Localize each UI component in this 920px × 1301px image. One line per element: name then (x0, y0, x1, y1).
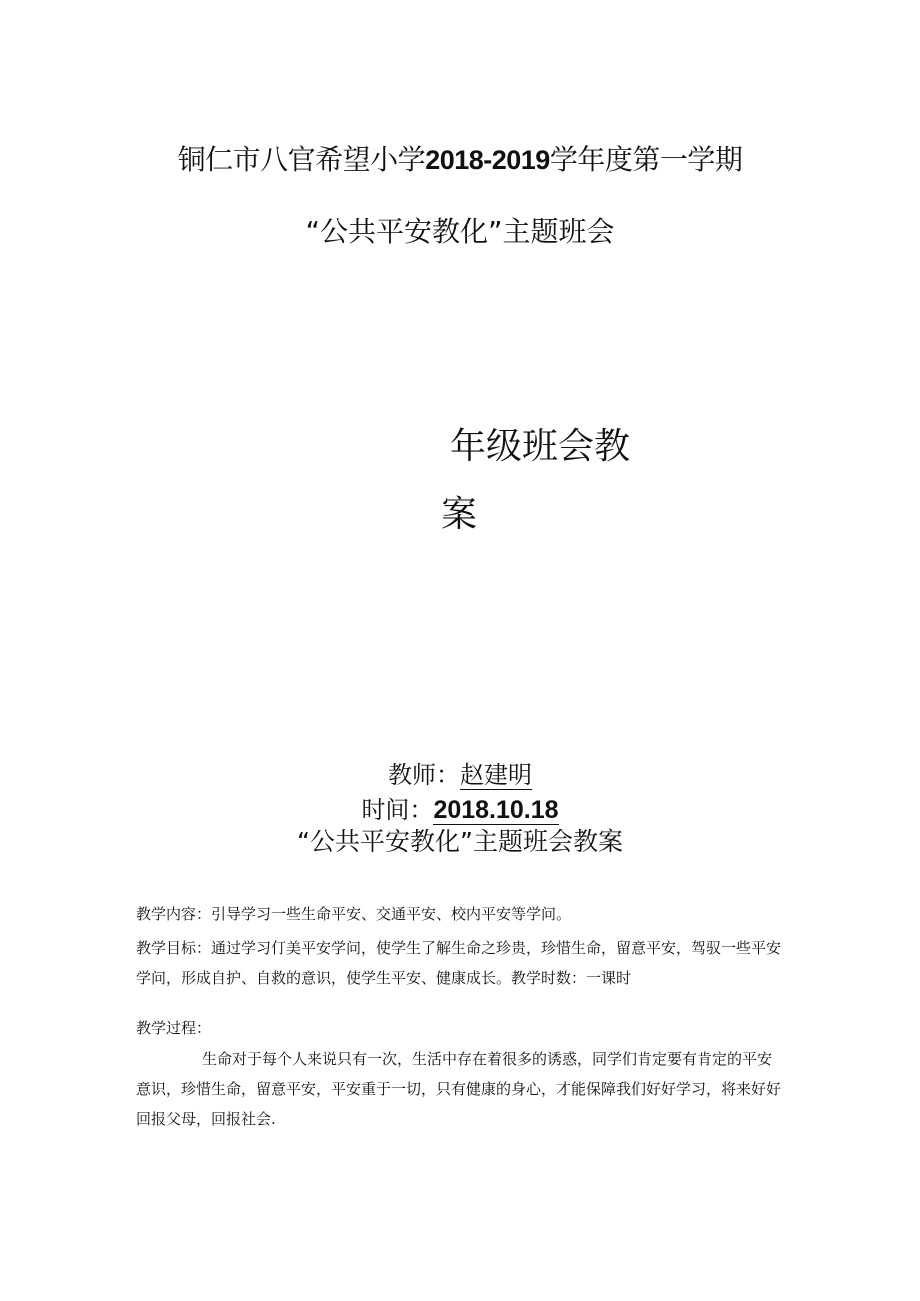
grade-plan-title-line1: 年级班会教 (450, 426, 631, 467)
school-title-prefix: 铜仁市八官希望小学 (177, 143, 426, 176)
lesson-plan-heading: “公共平安教化”主题班会教案 (297, 827, 623, 856)
grade-plan-title-line2: 案 (441, 494, 478, 535)
time-label: 时间： (361, 796, 434, 824)
time-line (0, 790, 920, 825)
time-value: 2018.10.18 (433, 796, 559, 824)
process-paragraph-text: 生命对于每个人来说只有一次，生活中存在着很多的诱惑，同学们肯定要有肯定的平安意识，珍惜生命，留意平安，平安重于一切，只有健康的身心，才能保障我们好好学习，将来好好回报父母，回报社会. (136, 1050, 782, 1128)
school-title-suffix: 学年度第一学期 (549, 143, 743, 176)
process-paragraph (136, 1044, 784, 1134)
teaching-content-text: 教学内容：引导学习一些生命平安、交通平安、校内平安等学问。 (136, 905, 572, 923)
teacher-name: 赵建明 (460, 761, 532, 789)
teaching-process-label: 教学过程： (136, 1019, 212, 1037)
school-title-years: 2018-2019 (425, 145, 550, 175)
teaching-content (136, 899, 784, 929)
teacher-line (0, 755, 920, 790)
teacher-label: 教师： (388, 761, 460, 789)
school-title (0, 138, 920, 178)
teaching-goal-text: 教学目标：通过学习仃美平安学问，使学生了解生命之珍贵，珍惜生命，留意平安，驾驭一些平安学问，形成自护、自救的意识，使学生平安、健康成长。教学时数：一课时 (136, 939, 782, 987)
theme-subtitle: “公共平安教化”主题班会 (305, 215, 615, 248)
teaching-process (136, 1013, 784, 1043)
teaching-goal (136, 933, 784, 993)
